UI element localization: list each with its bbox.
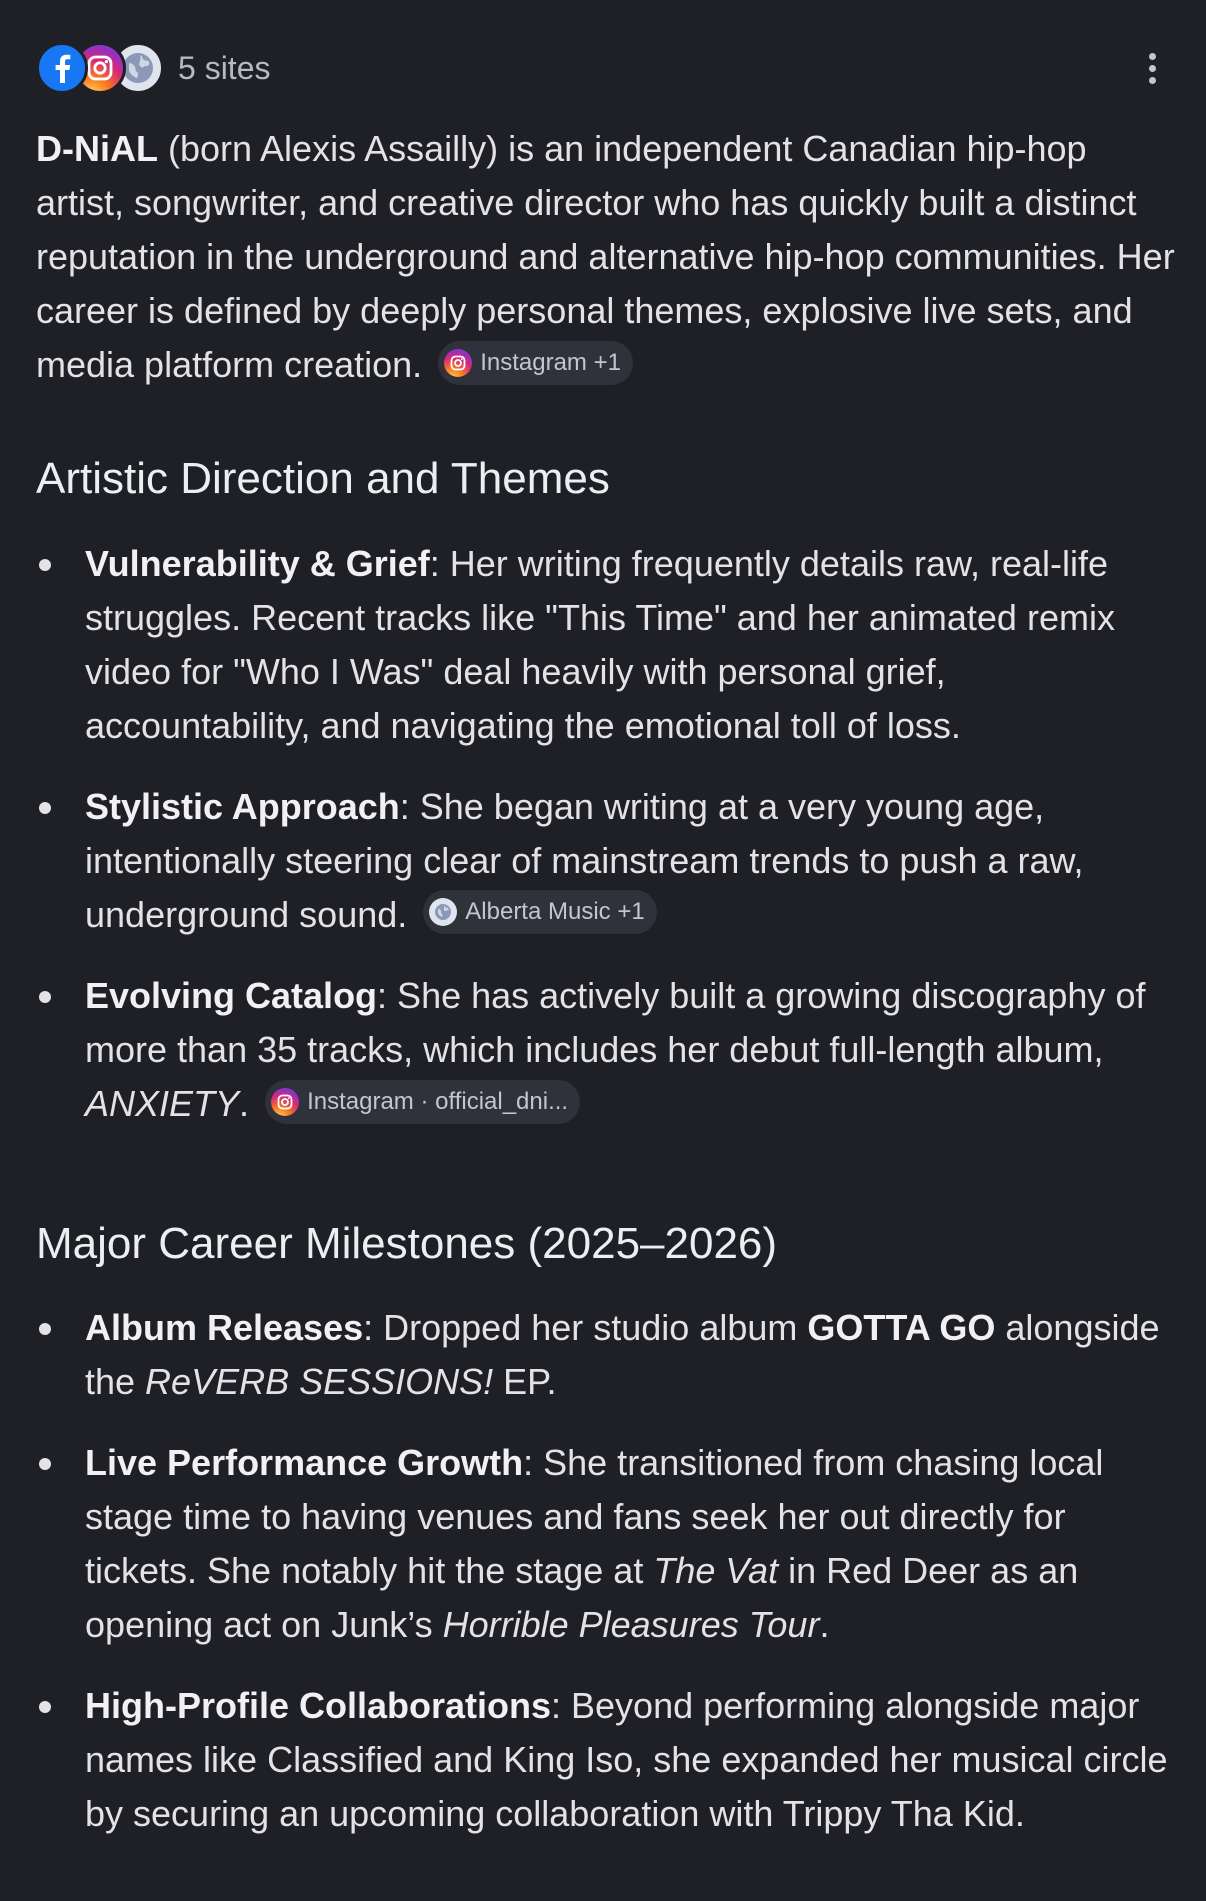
item-text: : Beyond performing alongside major names like Classified and King Iso, she expanded her musical circle by securing an upcoming collaboration with Trippy Tha Kid.: [85, 1685, 1168, 1834]
intro-paragraph: [36, 122, 1176, 392]
tour-name: Horrible Pleasures Tour: [442, 1604, 820, 1645]
chip-label: Alberta Music +1: [465, 898, 645, 925]
item-text: alongside the: [85, 1307, 1160, 1402]
facebook-icon: [36, 42, 88, 94]
list-item: [36, 1301, 1176, 1409]
item-text-tail: .: [239, 1083, 250, 1124]
source-chip-instagram[interactable]: [438, 341, 633, 385]
ep-title: ReVERB SESSIONS!: [145, 1361, 494, 1402]
item-text: .: [819, 1604, 830, 1645]
album-title: GOTTA GO: [807, 1307, 996, 1348]
album-title: ANXIETY: [85, 1083, 240, 1124]
artist-name: D-NiAL: [36, 128, 158, 169]
artistic-direction-list: [36, 537, 1176, 1158]
more-dot-icon: [1149, 53, 1156, 60]
more-options-button[interactable]: [1132, 40, 1172, 96]
item-label: Evolving Catalog: [85, 975, 378, 1016]
instagram-icon: [444, 349, 472, 377]
more-dot-icon: [1149, 77, 1156, 84]
item-text: EP.: [493, 1361, 557, 1402]
item-label: Vulnerability & Grief: [85, 543, 430, 584]
item-label: Live Performance Growth: [85, 1442, 524, 1483]
item-label: Stylistic Approach: [85, 786, 400, 827]
source-chip-alberta-music[interactable]: [423, 890, 656, 934]
sites-count[interactable]: 5 sites: [178, 50, 271, 86]
list-item: [36, 537, 1176, 753]
section-heading-artistic-direction: Artistic Direction and Themes: [36, 454, 610, 503]
chip-label: Instagram · official_dni...: [307, 1088, 569, 1115]
item-label: High-Profile Collaborations: [85, 1685, 552, 1726]
item-text: : Dropped her studio album: [363, 1307, 808, 1348]
instagram-icon: [271, 1088, 299, 1116]
list-item: [36, 969, 1176, 1131]
list-item: [36, 1436, 1176, 1652]
career-milestones-list: [36, 1301, 1176, 1868]
item-text: : Her writing frequently details raw, real-life struggles. Recent tracks like "This Time" and her animated remix video for "Who I Was" deal heavily with personal grief, accountability, and navigating the emotional toll of loss.: [85, 543, 1115, 746]
globe-icon: [429, 898, 457, 926]
item-text: : She has actively built a growing discography of more than 35 tracks, which includes her debut full-length album,: [85, 975, 1146, 1070]
list-item: [36, 780, 1176, 942]
section-heading-career-milestones: Major Career Milestones (2025–2026): [36, 1219, 778, 1268]
chip-label: Instagram +1: [480, 349, 621, 376]
item-text: : She began writing at a very young age, intentionally steering clear of mainstream trends to push a raw, underground sound.: [85, 786, 1084, 935]
list-item: [36, 1679, 1176, 1841]
venue-name: The Vat: [653, 1550, 779, 1591]
more-dot-icon: [1149, 65, 1156, 72]
item-text: in Red Deer as an opening act on Junk’s: [85, 1550, 1079, 1645]
item-label: Album Releases: [85, 1307, 364, 1348]
source-chip-instagram-official[interactable]: [265, 1080, 580, 1124]
intro-text: (born Alexis Assailly) is an independent Canadian hip-hop artist, songwriter, and creative director who has quickly built a distinct reputation in the underground and alternative hip-hop communities. Her career is defined by deeply personal themes, explosive live sets, and media platform creation.: [36, 128, 1175, 385]
item-text: : She transitioned from chasing local stage time to having venues and fans seek her out directly for tickets. She notably hit the stage at: [85, 1442, 1104, 1591]
sources-row: [36, 40, 1176, 96]
sources-button[interactable]: [36, 42, 164, 94]
